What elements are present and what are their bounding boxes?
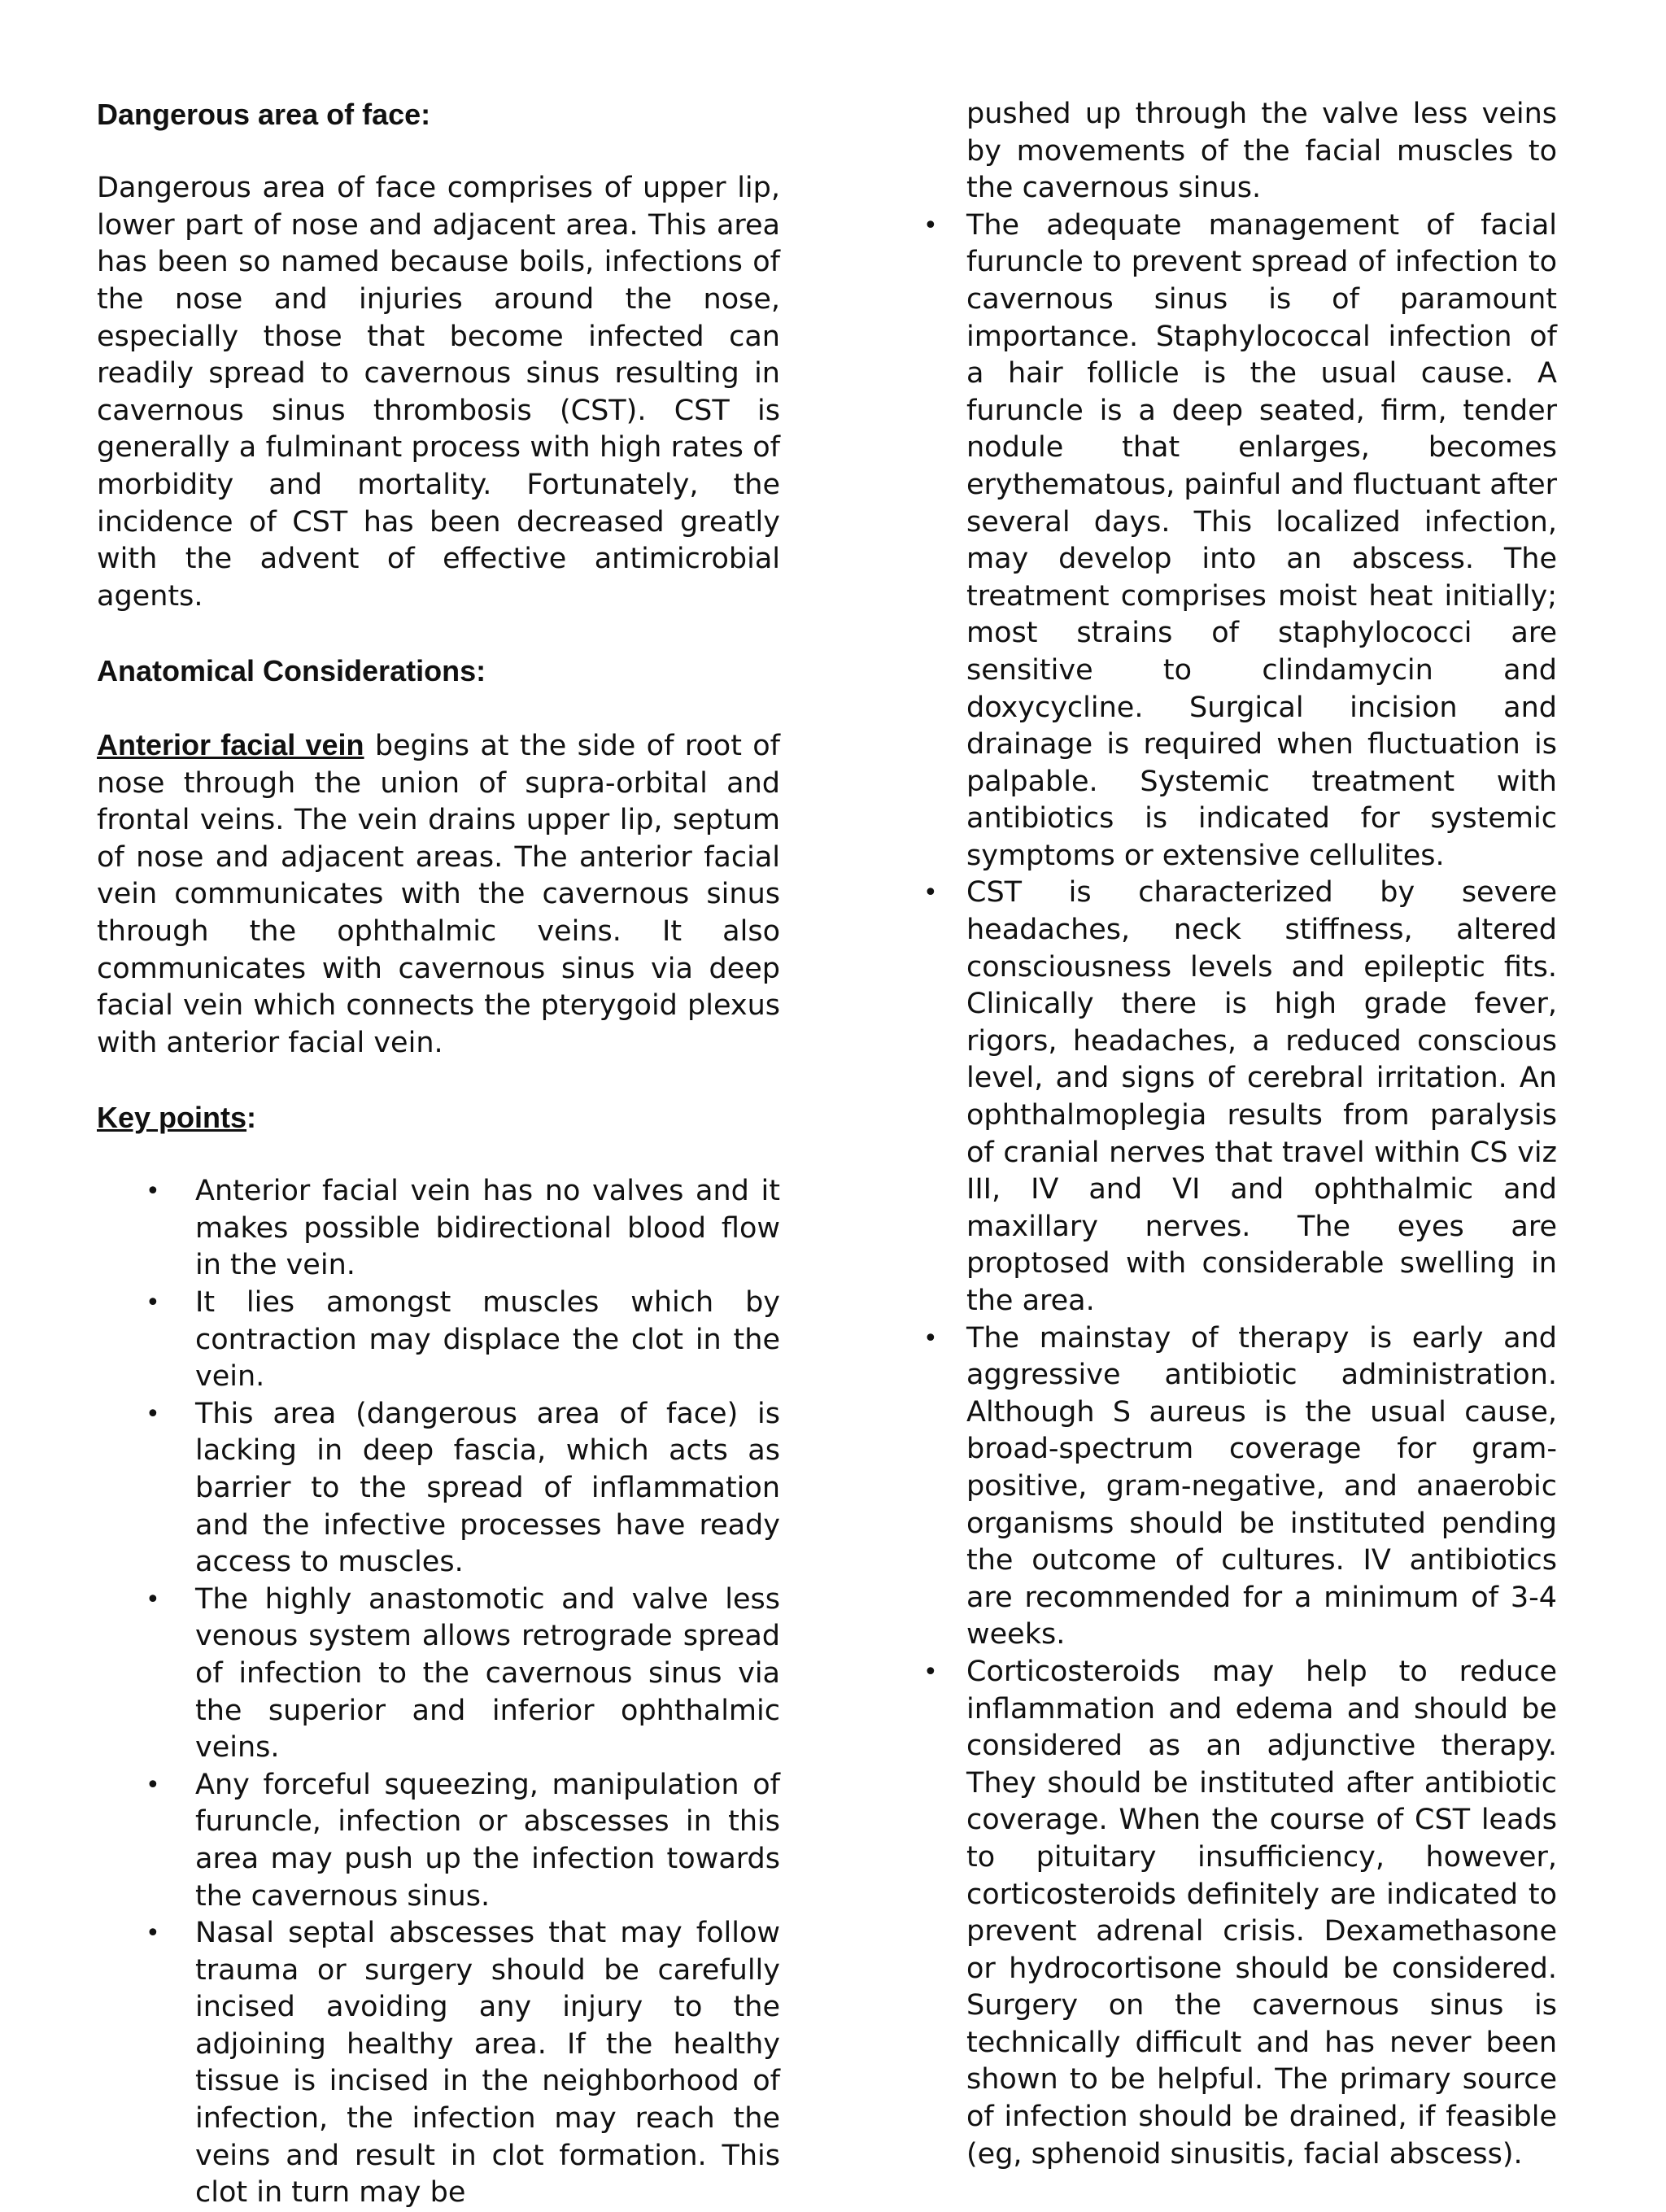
anatomy-heading: Anatomical Considerations: [97,653,486,687]
bullet-icon: • [923,1657,938,1686]
list-item-text: The mainstay of therapy is early and aggressive antibiotic administration. Although S aureus is the usual cause, broad-spectrum coverage for gram-positive, gram-negative, and anaerobic organisms should be instituted pending the outcome of cultures. IV antibiotics are recommended for a minimum of 3-4 weeks. [966,1321,1557,1651]
bullet-icon: • [146,1177,160,1206]
bullet-icon: • [146,1919,160,1948]
section-title: Dangerous area of face: [97,98,431,131]
bullet-icon: • [146,1585,160,1614]
anatomy-term: Anterior facial vein [97,728,364,762]
list-item-text: Any forceful squeezing, manipulation of furuncle, infection or abscesses in this area may push up the infection towards the cavernous sinus. [195,1768,780,1913]
key-points-heading-colon: : [246,1101,257,1135]
list-item [97,1173,780,1285]
bullet-icon: • [146,1289,160,1317]
list-item-text: The highly anastomotic and valve less venous system allows retrograde spread of infection to the cavernous sinus via the superior and inferior ophthalmic veins. [195,1582,780,1765]
list-item [97,1582,780,1767]
anatomy-paragraph [97,726,780,1062]
bullet-icon: • [146,1770,160,1800]
list-item-text: Nasal septal abscesses that may follow trauma or surgery should be carefully incised avoiding any injury to the adjoining healthy area. If the healthy tissue is incised in the neighborhood of infection, the infection may reach the veins and result in clot formation. This clot in turn may be [195,1917,780,2210]
list-item [923,1654,1557,2173]
management-list [923,207,1557,2173]
list-item [97,1915,780,2212]
list-item [97,1767,780,1915]
list-item [923,207,1557,875]
list-item-text: It lies amongst muscles which by contraction may displace the clot in the vein. [195,1286,780,1394]
bullet-icon: • [923,879,938,908]
key-points-list [97,1173,780,2212]
right-column [923,96,1557,2173]
list-item [97,1396,780,1582]
anatomy-text: begins at the side of root of nose through the union of supra-orbital and frontal veins. The vein drains upper lip, septum of nose and adjacent areas. The anterior facial vein communicates with the cavernous sinus through the ophthalmic veins. It also communicates with cavernous sinus via deep facial vein which connects the pterygoid plexus with anterior facial vein. [97,730,781,1059]
list-item-text: This area (dangerous area of face) is lacking in deep fascia, which acts as barrier to the spread of inflammation and the infective processes have ready access to muscles. [195,1397,780,1579]
bullet-icon: • [923,211,938,240]
list-item-text: The adequate management of facial furuncle to prevent spread of infection to cavernous sinus is of paramount importance. Staphylococcal infection of a hair follicle is the usual cause. A furuncle is a deep seated, firm, tender nodule that enlarges, becomes erythematous, painful and fluctuant after several days. This localized infection, may develop into an abscess. The treatment comprises moist heat initially; most strains of staphylococci are sensitive to clindamycin and doxycycline. Surgical incision and drainage is required when fluctuation is palpable. Systemic treatment with antibiotics is indicated for systemic symptoms or extensive cellulites. [966,208,1557,872]
key-points-heading-text: Key points [97,1101,247,1135]
left-column [97,96,780,2212]
intro-paragraph: Dangerous area of face comprises of upper lip, lower part of nose and adjacent area. This area has been so named because boils, infections of the nose and injuries around the nose, especially those that become infected can readily spread to cavernous sinus resulting in cavernous sinus thrombosis (CST). CST is generally a fulminant process with high rates of morbidity and mortality. Fortunately, the incidence of CST has been decreased greatly with the advent of effective antimicrobial agents. [97,172,780,613]
bullet-icon: • [146,1399,160,1429]
list-item [923,1320,1557,1654]
key-points-heading [97,1099,780,1137]
continuation-paragraph: pushed up through the valve less veins by movements of the facial muscles to the cavernous sinus. [966,98,1557,205]
list-item-text: Corticosteroids may help to reduce inflammation and edema and should be considered as an adjunctive therapy. They should be instituted after antibiotic coverage. When the course of CST leads to pituitary insufficiency, however, corticosteroids definitely are indicated to prevent adrenal crisis. Dexamethasone or hydrocortisone should be considered. Surgery on the cavernous sinus is technically difficult and has never been shown to be helpful. The primary source of infection should be drained, if feasible (eg, sphenoid sinusitis, facial abscess). [966,1655,1557,2171]
list-item [97,1285,780,1396]
list-item-text: CST is characterized by severe headaches, neck stiffness, altered consciousness levels and epileptic fits. Clinically there is high grade fever, rigors, headaches, a reduced conscious level, and signs of cerebral irritation. An ophthalmoplegia results from paralysis of cranial nerves that travel within CS viz III, IV and VI and ophthalmic and maxillary nerves. The eyes are proptosed with considerable swelling in the area. [966,876,1557,1317]
list-item [923,875,1557,1320]
bullet-icon: • [923,1324,938,1353]
list-item-text: Anterior facial vein has no valves and it makes possible bidirectional blood flow in the vein. [195,1175,780,1282]
